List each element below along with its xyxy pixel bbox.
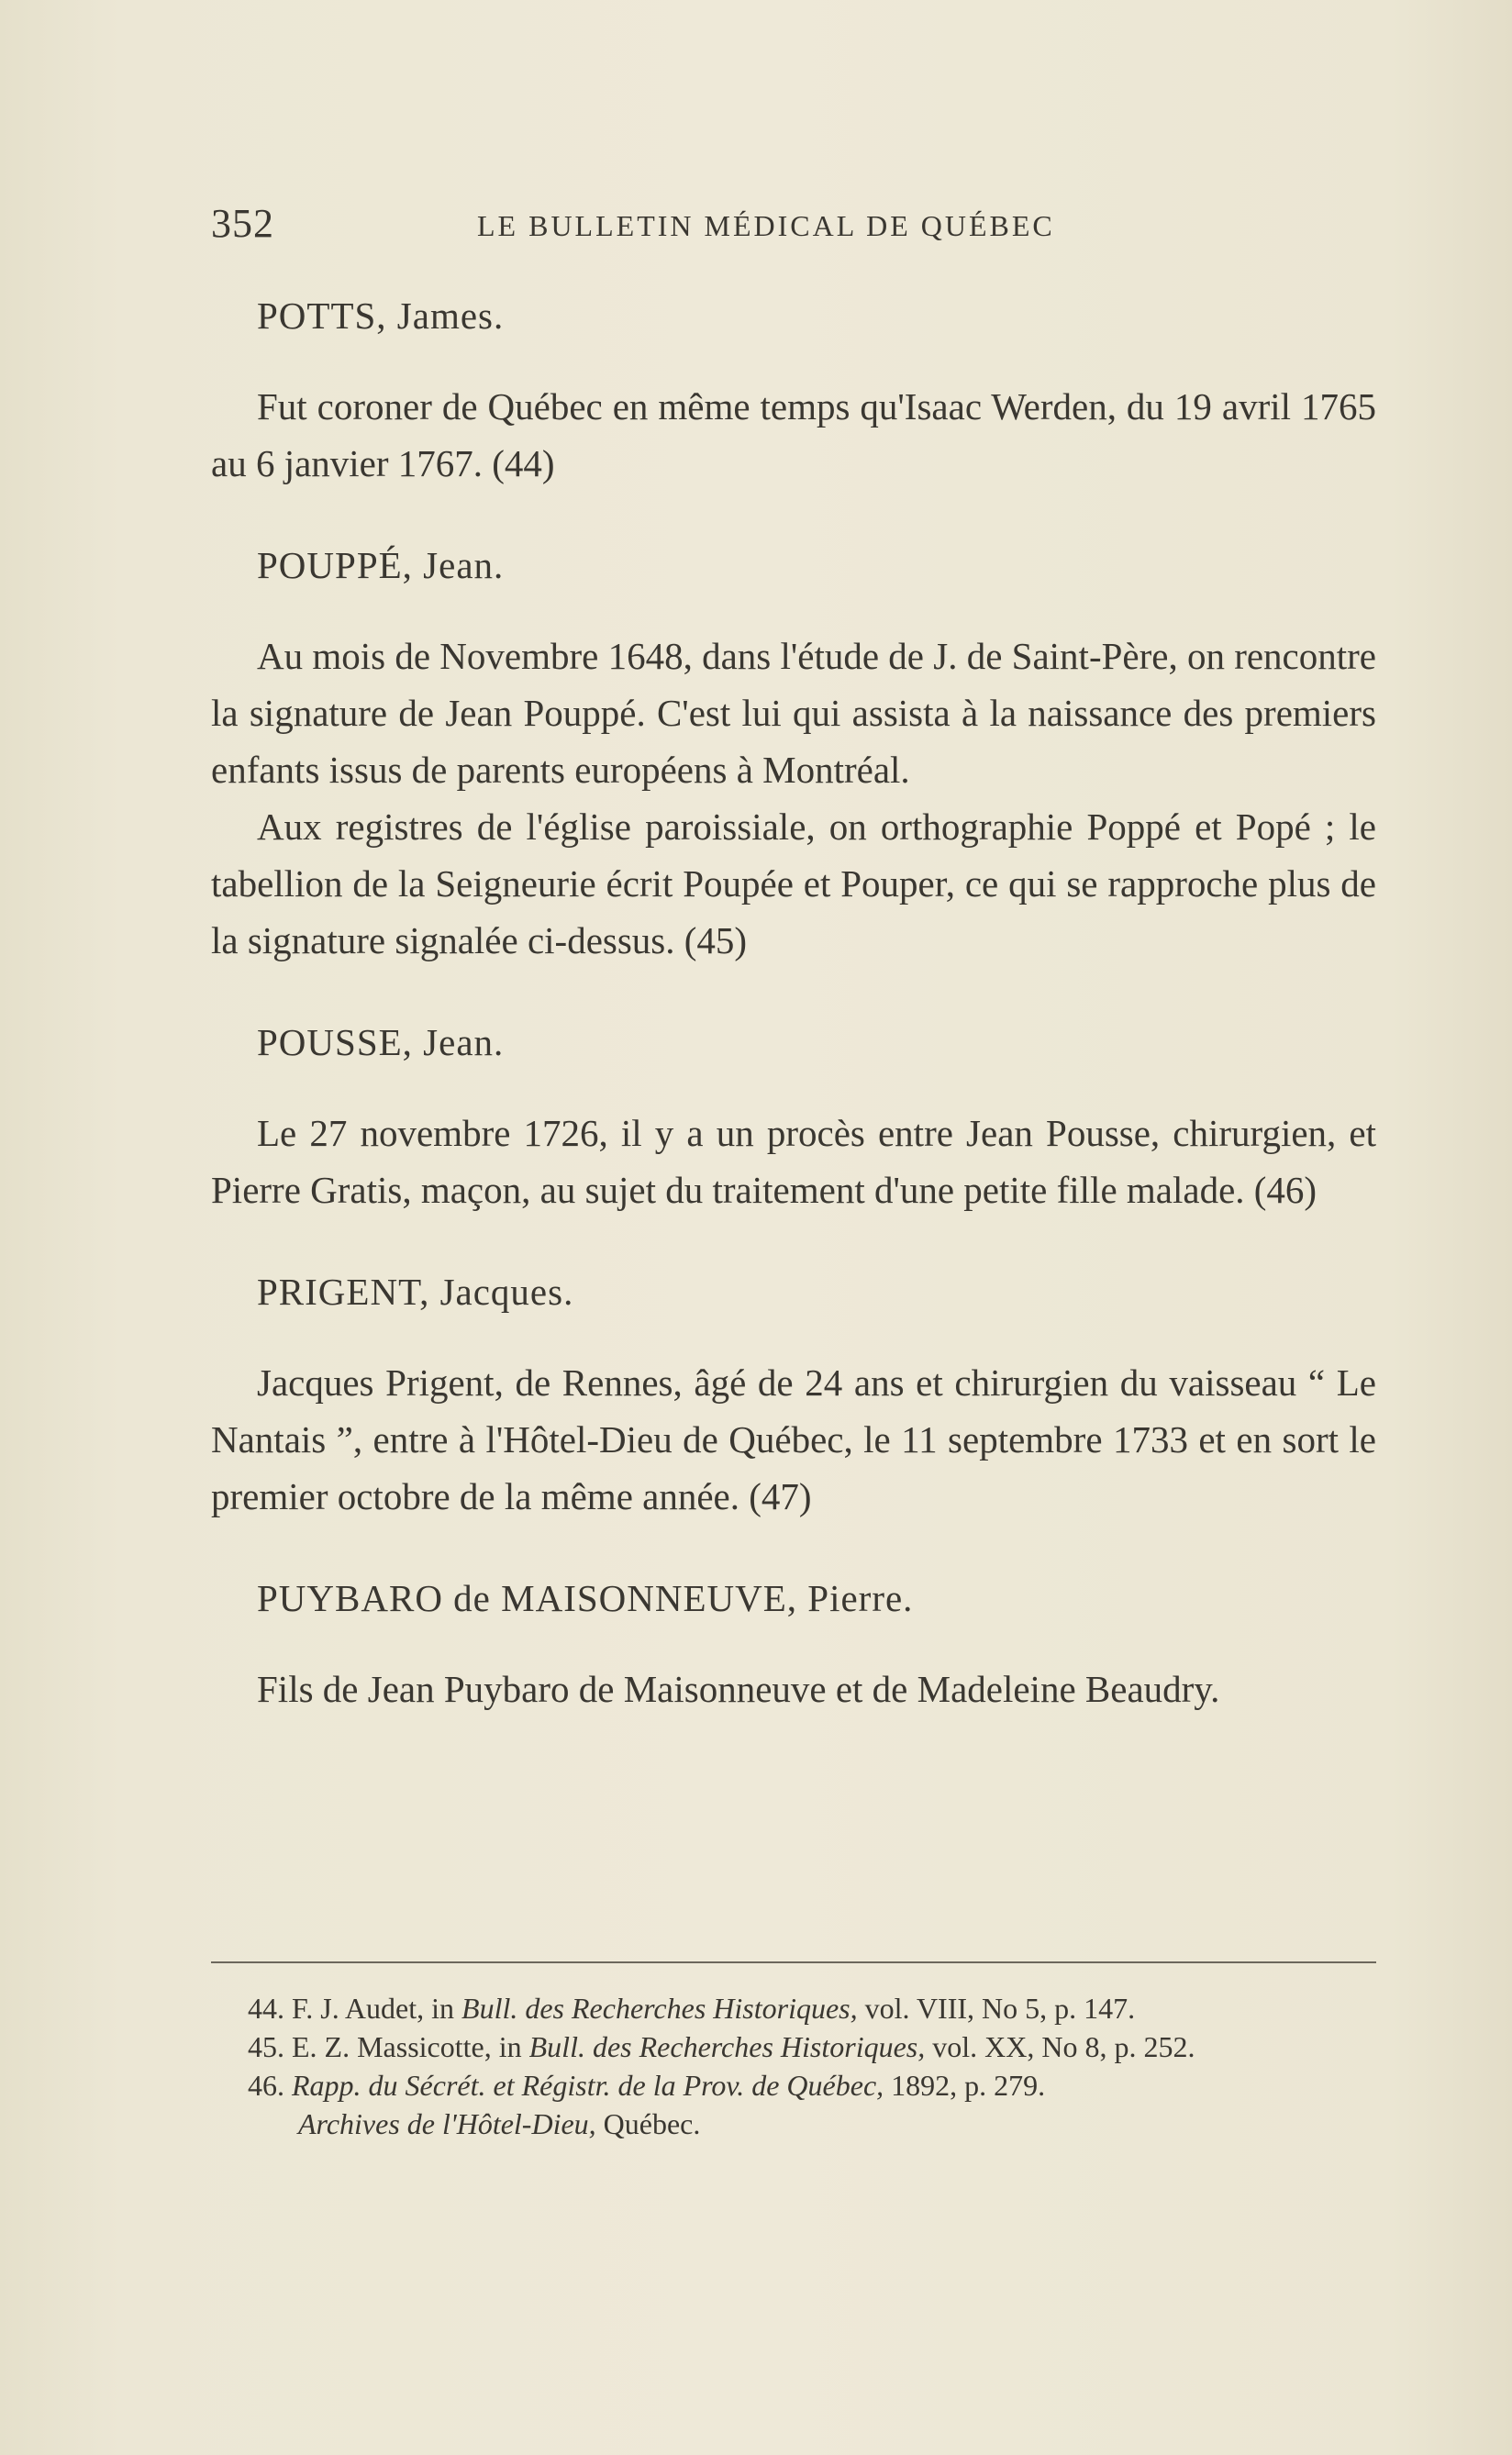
entry-heading: POUSSE, Jean. <box>257 1021 505 1063</box>
entry-paragraph: Au mois de Novembre 1648, dans l'étude de J. de Saint-Père, on rencontre la signature de Jean Pouppé. C'est lui qui assista à la naissance des premiers enfants issus de parents européens à Montréal. <box>211 635 1376 791</box>
footnote-46 <box>211 2066 1376 2143</box>
footnote-source-title: Bull. des Recherches Historiques, <box>461 1992 858 2025</box>
footnote-number: 44. <box>248 1992 284 2025</box>
entry-heading: PRIGENT, Jacques. <box>257 1271 574 1313</box>
footnote-source-title: Archives de l'Hôtel-Dieu, <box>298 2107 596 2140</box>
entry-potts <box>211 294 1376 492</box>
entry-paragraph: Fils de Jean Puybaro de Maisonneuve et de Madeleine Beaudry. <box>257 1668 1220 1710</box>
page-number: 352 <box>211 201 274 246</box>
footnote-text: E. Z. Massicotte, in <box>292 2030 522 2063</box>
footnote-text: F. J. Audet, in <box>292 1992 455 2025</box>
footnote-continuation <box>211 2105 1376 2143</box>
footnotes <box>211 1989 1376 2143</box>
footnote-reference: vol. VIII, No 5, p. 147. <box>864 1992 1136 2025</box>
footnote-reference: 1892, p. 279. <box>891 2069 1046 2102</box>
footnote-45 <box>211 2027 1376 2066</box>
entry-puybaro <box>211 1576 1376 1717</box>
entry-prigent <box>211 1270 1376 1525</box>
entry-heading: POUPPÉ, Jean. <box>257 544 505 586</box>
running-title: LE BULLETIN MÉDICAL DE QUÉBEC <box>477 209 1055 242</box>
page-body <box>211 294 1376 1769</box>
footnote-44 <box>211 1989 1376 2027</box>
footnote-source-title: Rapp. du Sécrét. et Régistr. de la Prov. de Québec, <box>292 2069 884 2102</box>
footnote-rule <box>211 1961 1376 1963</box>
footnote-number: 46. <box>248 2069 284 2102</box>
footnote-reference: Québec. <box>603 2107 701 2140</box>
footnote-source-title: Bull. des Recherches Historiques, <box>528 2030 926 2063</box>
footnote-number: 45. <box>248 2030 284 2063</box>
entry-paragraph: Fut coroner de Québec en même temps qu'Isaac Werden, du 19 avril 1765 au 6 janvier 1767. (44) <box>211 385 1376 484</box>
entry-heading: POTTS, James. <box>257 294 505 337</box>
entry-pousse <box>211 1020 1376 1218</box>
footnote-reference: vol. XX, No 8, p. 252. <box>932 2030 1195 2063</box>
entry-heading: PUYBARO de MAISONNEUVE, Pierre. <box>257 1577 914 1619</box>
entry-paragraph: Aux registres de l'église paroissiale, on orthographie Poppé et Popé ; le tabellion de la Seigneurie écrit Poupée et Pouper, ce qui se rapproche plus de la signature signalée ci-dessus. (45) <box>211 805 1376 961</box>
entry-paragraph: Jacques Prigent, de Rennes, âgé de 24 ans et chirurgien du vaisseau “ Le Nantais ”, entre à l'Hôtel-Dieu de Québec, le 11 septembre 1733 et en sort le premier octobre de la même année. (47) <box>211 1361 1376 1517</box>
entry-paragraph: Le 27 novembre 1726, il y a un procès entre Jean Pousse, chirurgien, et Pierre Gratis, maçon, au sujet du traitement d'une petite fille malade. (46) <box>211 1112 1376 1211</box>
page-header <box>211 200 1376 255</box>
entry-pouppe <box>211 543 1376 969</box>
